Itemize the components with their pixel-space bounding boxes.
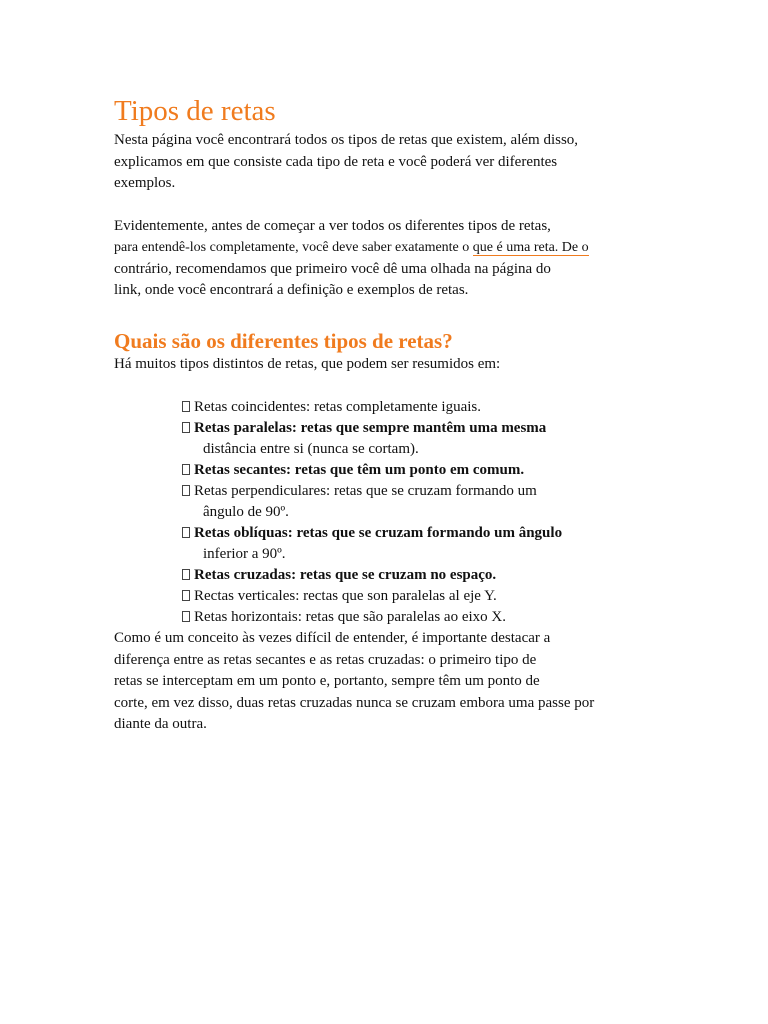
list-item [182,397,626,418]
line-types-list [114,397,626,628]
closing-line: diante da outra. [114,716,207,732]
list-item-continuation: inferior a 90º. [203,546,286,562]
bullet-box-icon [182,464,190,475]
closing-line: diferença entre as retas secantes e as retas cruzadas: o primeiro tipo de [114,651,537,668]
paragraph-text: para entendê-los completamente, você deve saber exatamente o [114,240,473,255]
list-item-text: Retas perpendiculares: retas que se cruzam formando um [194,483,537,499]
paragraph-line: Evidentemente, antes de começar a ver todos os diferentes tipos de retas, [114,217,551,234]
list-item [182,481,626,523]
document-page [114,92,626,736]
list-item [182,586,626,607]
closing-line: corte, em vez disso, duas retas cruzadas nunca se cruzam embora uma passe por [114,694,595,711]
paragraph-line: link, onde você encontrará a definição e exemplos de retas. [114,282,469,298]
intro-line: explicamos em que consiste cada tipo de reta e você poderá ver diferentes [114,153,558,170]
prerequisite-paragraph [114,216,626,302]
list-item-text: Retas cruzadas: retas que se cruzam no espaço. [194,567,497,583]
intro-line: Nesta página você encontrará todos os tipos de retas que existem, além disso, [114,132,579,148]
bullet-box-icon [182,485,190,496]
list-item-text: Retas paralelas: retas que sempre mantêm uma mesma [194,420,547,436]
list-item [182,418,626,460]
list-item [182,460,626,481]
closing-line: Como é um conceito às vezes difícil de entender, é importante destacar a [114,630,551,646]
list-item-continuation: distância entre si (nunca se cortam). [203,441,419,457]
list-item [182,565,626,586]
reta-definition-link[interactable]: que é uma reta. De o [472,240,589,255]
closing-paragraph [114,628,626,736]
closing-line: retas se interceptam em um ponto e, portanto, sempre têm um ponto de [114,673,540,689]
paragraph-line: contrário, recomendamos que primeiro você dê uma olhada na página do [114,260,551,277]
list-item-text: Retas oblíquas: retas que se cruzam formando um ângulo [194,525,563,541]
bullet-box-icon [182,611,190,622]
paragraph-line-with-link [114,237,626,259]
list-item-text: Retas coincidentes: retas completamente iguais. [194,399,481,415]
list-item-text: Retas secantes: retas que têm um ponto em comum. [194,462,525,478]
section-intro: Há muitos tipos distintos de retas, que podem ser resumidos em: [114,355,501,372]
page-title: Tipos de retas [114,95,276,127]
list-item-continuation: ângulo de 90º. [203,504,289,520]
intro-paragraph [114,130,626,195]
list-item-text: Retas horizontais: retas que são paralelas ao eixo X. [194,609,506,625]
list-item-text: Rectas verticales: rectas que son paralelas al eje Y. [194,588,497,604]
section-heading: Quais são os diferentes tipos de retas? [114,328,453,353]
bullet-box-icon [182,569,190,580]
bullet-box-icon [182,401,190,412]
bullet-box-icon [182,590,190,601]
intro-line: exemplos. [114,175,176,191]
list-item [182,607,626,628]
list-item [182,523,626,565]
bullet-box-icon [182,422,190,433]
bullet-box-icon [182,527,190,538]
